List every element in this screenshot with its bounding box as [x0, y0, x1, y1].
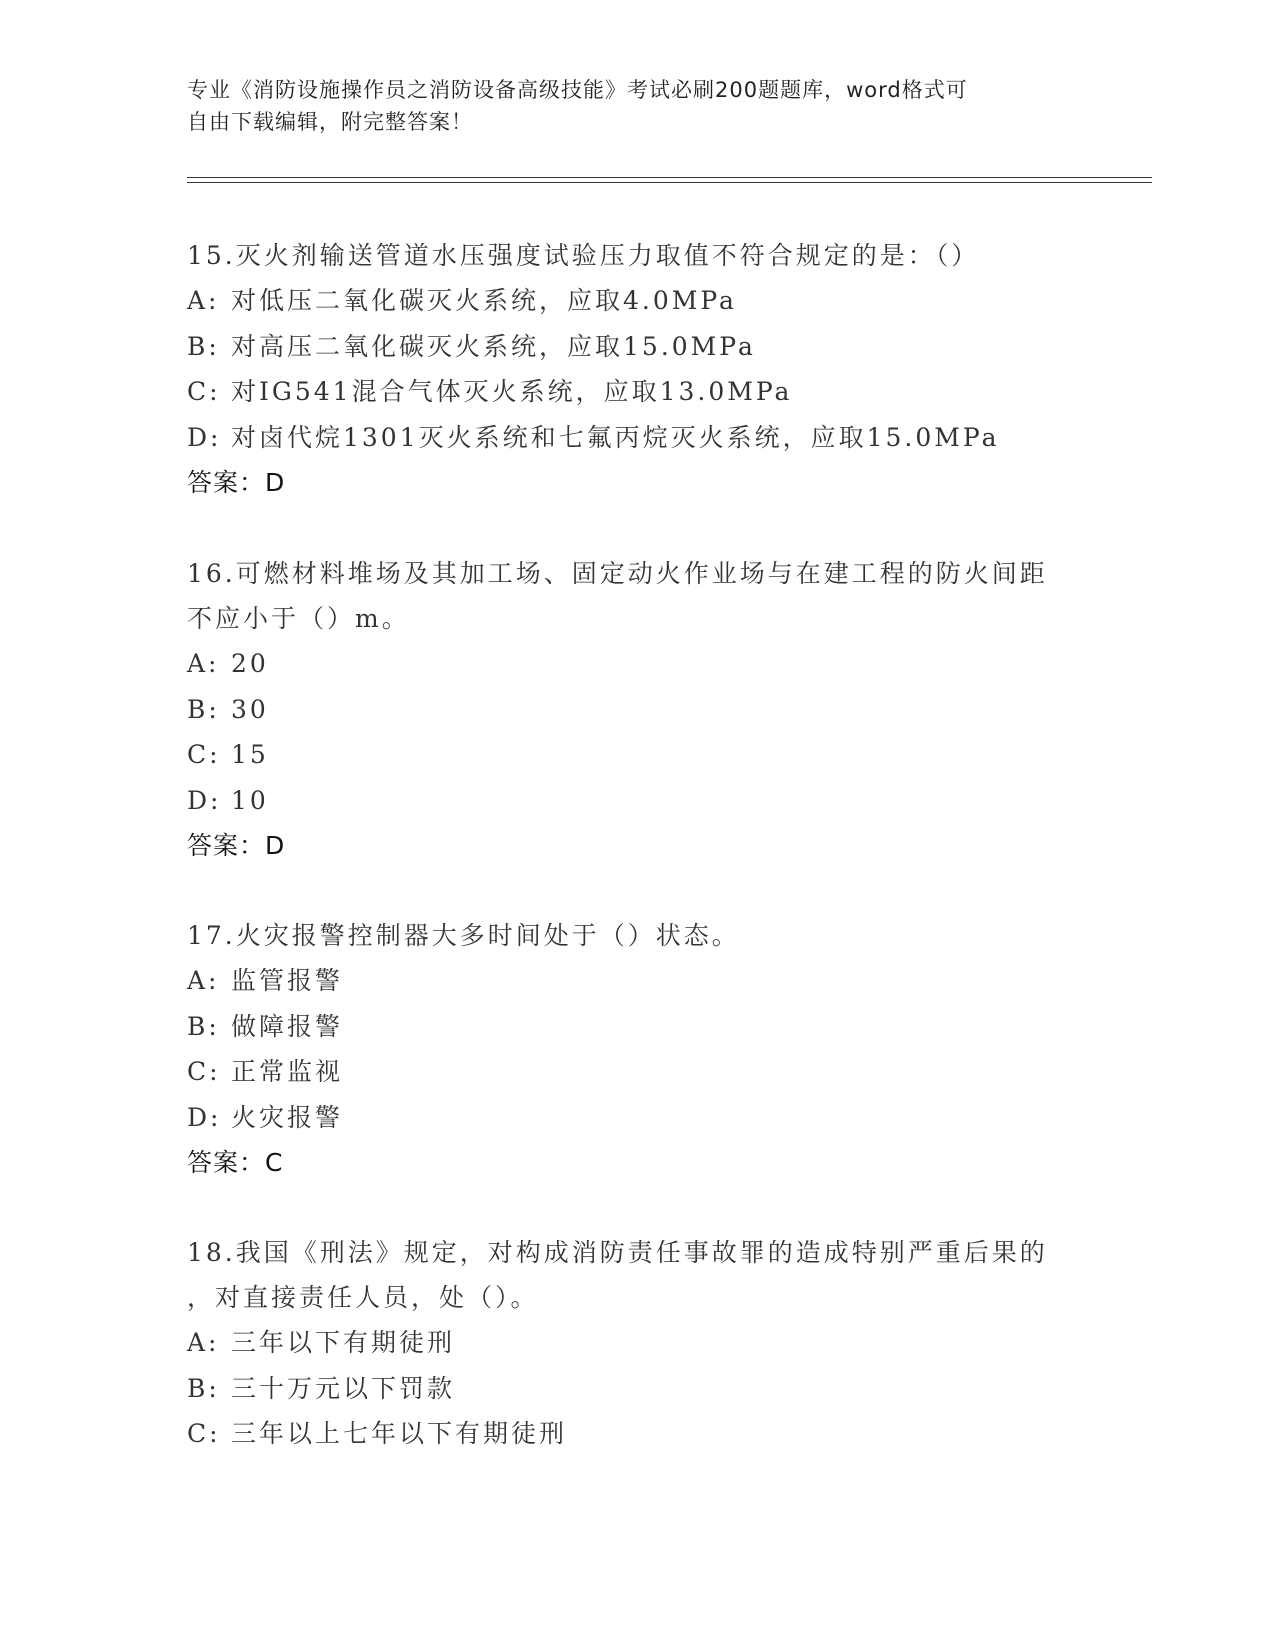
option-text: 对IG541混合气体灭火系统，应取13.0MPa — [231, 377, 793, 406]
option-text: 三年以下有期徒刑 — [231, 1328, 456, 1357]
option-tag: D: — [187, 422, 222, 452]
option-a — [187, 641, 1087, 687]
option-tag: A: — [187, 1328, 220, 1357]
header-divider-top — [187, 177, 1152, 178]
option-text: 15 — [231, 740, 269, 769]
question-18 — [187, 1230, 1087, 1457]
option-d — [187, 778, 1087, 824]
question-stem-line-2: 不应小于（）m。 — [187, 604, 410, 633]
option-a — [187, 1320, 1087, 1366]
question-stem-line-2: ，对直接责任人员，处（）。 — [187, 1283, 539, 1312]
question-stem-line-1: 16.可燃材料堆场及其加工场、固定动火作业场与在建工程的防火间距 — [187, 559, 1048, 588]
option-tag: B: — [187, 1011, 220, 1041]
option-tag: C: — [187, 740, 221, 769]
option-c — [187, 1411, 1087, 1457]
option-b — [187, 324, 1087, 370]
option-text: 30 — [231, 694, 269, 724]
question-stem: 17.火灾报警控制器大多时间处于（）状态。 — [187, 921, 740, 950]
option-text: 三十万元以下罚款 — [231, 1373, 456, 1403]
option-text: 对高压二氧化碳灭火系统，应取15.0MPa — [231, 331, 756, 361]
option-text: 10 — [231, 785, 269, 815]
option-text: 三年以上七年以下有期徒刑 — [231, 1419, 568, 1448]
question-15 — [187, 233, 1087, 506]
document-intro — [187, 74, 1067, 138]
option-c — [187, 1049, 1087, 1095]
option-b — [187, 1004, 1087, 1050]
question-17 — [187, 913, 1087, 1186]
question-stem-line-1: 18.我国《刑法》规定，对构成消防责任事故罪的造成特别严重后果的 — [187, 1238, 1048, 1267]
option-tag: C: — [187, 377, 221, 406]
question-16 — [187, 551, 1087, 869]
option-b — [187, 687, 1087, 733]
option-tag: B: — [187, 331, 220, 361]
question-stem: 15.灭火剂输送管道水压强度试验压力取值不符合规定的是：（） — [187, 241, 980, 270]
answer: 答案：D — [187, 831, 286, 860]
option-tag: B: — [187, 1373, 220, 1403]
option-c — [187, 732, 1087, 778]
option-d — [187, 1095, 1087, 1141]
option-c — [187, 369, 1087, 415]
option-a — [187, 278, 1087, 324]
option-text: 对卤代烷1301灭火系统和七氟丙烷灭火系统，应取15.0MPa — [231, 422, 1000, 452]
option-tag: D: — [187, 785, 222, 815]
option-tag: A: — [187, 966, 220, 995]
intro-line-2: 自由下载编辑，附完整答案！ — [187, 110, 473, 134]
option-text: 对低压二氧化碳灭火系统，应取4.0MPa — [231, 286, 737, 315]
header-divider-bottom — [187, 182, 1152, 183]
option-tag: B: — [187, 694, 220, 724]
answer: 答案：D — [187, 468, 286, 497]
answer: 答案：C — [187, 1148, 284, 1177]
option-tag: A: — [187, 286, 220, 315]
option-text: 监管报警 — [231, 966, 344, 995]
option-text: 正常监视 — [231, 1057, 344, 1086]
intro-line-1: 专业《消防设施操作员之消防设备高级技能》考试必刷200题题库，word格式可 — [187, 78, 968, 102]
option-d — [187, 415, 1087, 461]
option-tag: A: — [187, 649, 220, 678]
option-tag: D: — [187, 1102, 222, 1132]
option-a — [187, 958, 1087, 1004]
option-tag: C: — [187, 1419, 221, 1448]
option-text: 火灾报警 — [231, 1102, 344, 1132]
option-text: 做障报警 — [231, 1011, 344, 1041]
option-tag: C: — [187, 1057, 221, 1086]
option-text: 20 — [231, 649, 269, 678]
option-b — [187, 1366, 1087, 1412]
